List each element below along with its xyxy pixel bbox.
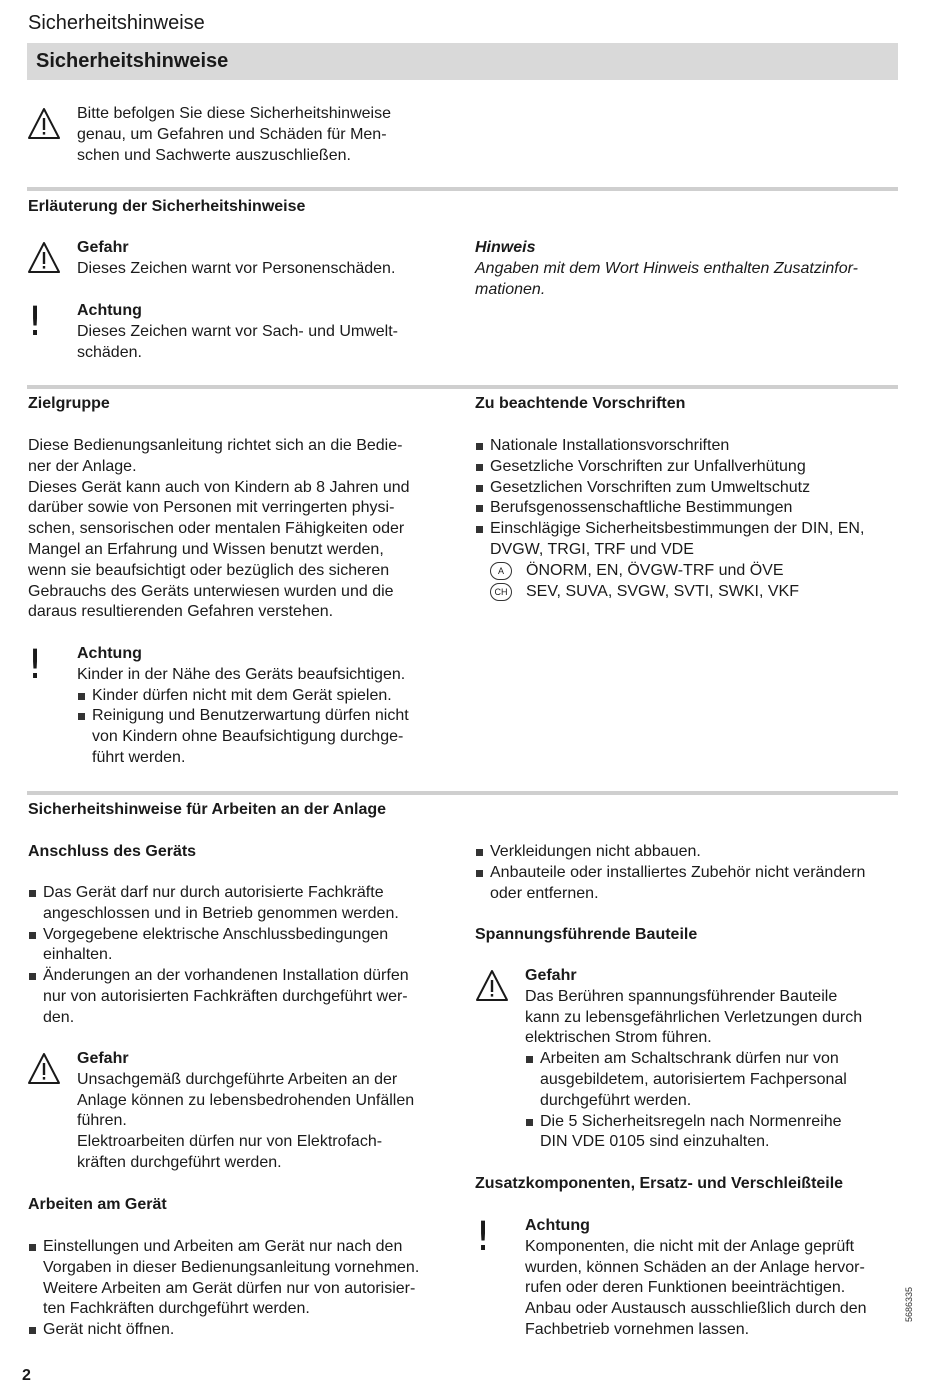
achtung-line: rufen oder deren Funktionen beeinträchtigen.	[525, 1279, 846, 1297]
intro-line: Bitte befolgen Sie diese Sicherheitshinweise	[77, 105, 391, 122]
list-item-line: durchgeführt werden.	[540, 1091, 692, 1109]
zielgruppe-line: darüber sowie von Personen mit verringerten physi-	[28, 499, 395, 517]
country-text: ÖNORM, EN, ÖVGW-TRF und ÖVE	[526, 561, 784, 579]
gefahr-line: kräften durchgeführt werden.	[77, 1153, 282, 1171]
zusatz-heading: Zusatzkomponenten, Ersatz- und Verschleißteile	[475, 1175, 844, 1192]
geraet-list	[28, 1237, 458, 1341]
achtung-title: Achtung	[525, 1217, 590, 1234]
list-item-line: Gerät nicht öffnen.	[43, 1321, 175, 1339]
gefahr-text: Dieses Zeichen warnt vor Personenschäden.	[77, 259, 396, 277]
gefahr-line: Unsachgemäß durchgeführte Arbeiten an der	[77, 1070, 398, 1088]
anschluss-heading: Anschluss des Geräts	[28, 843, 197, 860]
list-item-line: Vorgaben in dieser Bedienungsanleitung vornehmen.	[43, 1258, 420, 1276]
list-item-line: Berufsgenossenschaftliche Bestimmungen	[490, 499, 793, 517]
list-item-line: Einstellungen und Arbeiten am Gerät nur nach den	[43, 1238, 403, 1255]
list-item-line: oder entfernen.	[490, 884, 599, 902]
list-item-line: Vorgegebene elektrische Anschlussbedingungen	[43, 925, 389, 943]
document-id: 5686335	[904, 1286, 914, 1322]
achtung-line: Dieses Zeichen warnt vor Sach- und Umwelt-	[77, 322, 399, 340]
list-item	[28, 966, 458, 1028]
list-item-line: Weitere Arbeiten am Gerät dürfen nur von autorisier-	[43, 1279, 416, 1297]
list-item-line: DIN VDE 0105 sind einzuhalten.	[540, 1133, 770, 1151]
list-item	[475, 863, 900, 905]
list-item-line: Reinigung und Benutzerwartung dürfen nicht	[92, 707, 409, 725]
zielgruppe-achtung	[77, 644, 457, 769]
list-item-line: den.	[43, 1008, 75, 1026]
zielgruppe-line: Mangel an Erfahrung und Wissen benutzt werden,	[28, 540, 384, 558]
gefahr-explanation	[77, 238, 457, 280]
list-item	[475, 457, 900, 478]
list-item	[77, 686, 457, 707]
gefahr-line: kann zu lebensgefährlichen Verletzungen durch	[525, 1008, 863, 1026]
gefahr-line: führen.	[77, 1112, 127, 1130]
list-item	[525, 1049, 900, 1111]
erlaeuterung-heading: Erläuterung der Sicherheitshinweise	[28, 198, 306, 215]
list-item	[475, 478, 900, 499]
list-item-line: Gesetzliche Vorschriften zur Unfallverhütung	[490, 457, 806, 475]
warning-triangle-icon	[475, 969, 509, 1003]
zusatz-achtung	[525, 1216, 900, 1341]
vorschriften-list	[475, 436, 900, 602]
list-item	[28, 1237, 458, 1320]
gefahr-line: elektrischen Strom führen.	[525, 1029, 712, 1047]
section-divider	[27, 791, 898, 795]
list-item-line: angeschlossen und in Betrieb genommen werden.	[43, 904, 399, 922]
list-item-line: ten Fachkräften durchgeführt werden.	[43, 1300, 310, 1318]
achtung-explanation	[77, 301, 457, 363]
page-number: 2	[22, 1367, 31, 1384]
gefahr-line: Elektroarbeiten dürfen nur von Elektrofach-	[77, 1133, 383, 1151]
gefahr-title: Gefahr	[77, 1050, 129, 1067]
achtung-line: Fachbetrieb vornehmen lassen.	[525, 1320, 750, 1338]
country-item	[490, 582, 900, 603]
achtung-line: schäden.	[77, 343, 142, 361]
vorschriften-heading: Zu beachtende Vorschriften	[475, 395, 686, 412]
gefahr-line: Anlage können zu lebensbedrohenden Unfällen	[77, 1091, 415, 1109]
anschluss-gefahr	[77, 1049, 457, 1174]
section-divider	[27, 385, 898, 389]
achtung-line: Komponenten, die nicht mit der Anlage geprüft	[525, 1237, 855, 1255]
exclamation-icon: !	[26, 299, 44, 345]
achtung-line: wurden, können Schäden an der Anlage hervor-	[525, 1258, 865, 1276]
zielgruppe-heading: Zielgruppe	[28, 395, 110, 412]
list-item-line: DVGW, TRGI, TRF und VDE	[490, 540, 694, 558]
list-item-line: Arbeiten am Schaltschrank dürfen nur von	[540, 1050, 839, 1068]
list-item-line: Verkleidungen nicht abbauen.	[490, 843, 701, 860]
intro-text	[77, 104, 457, 166]
anschluss-list	[28, 883, 458, 1029]
zielgruppe-line: Diese Bedienungsanleitung richtet sich an die Bedie-	[28, 437, 403, 454]
achtung-title: Achtung	[77, 302, 142, 319]
list-item-line: Einschlägige Sicherheitsbestimmungen der DIN, EN,	[490, 520, 865, 538]
page-header: Sicherheitshinweise	[28, 12, 205, 34]
hinweis-line: Angaben mit dem Wort Hinweis enthalten Zusatzinfor-	[475, 259, 858, 277]
country-badge-ch: CH	[490, 583, 512, 601]
spannung-gefahr	[525, 966, 900, 1153]
list-item	[475, 436, 900, 457]
list-item-line: Das Gerät darf nur durch autorisierte Fachkräfte	[43, 884, 384, 901]
list-item	[525, 1112, 900, 1154]
zielgruppe-line: wenn sie beaufsichtigt oder bezüglich des sicheren	[28, 561, 390, 579]
list-item-line: nur von autorisierten Fachkräften durchgeführt wer-	[43, 987, 408, 1005]
zielgruppe-line: daraus resultierenden Gefahren verstehen.	[28, 603, 334, 621]
list-item-line: führt werden.	[92, 748, 186, 766]
list-item-line: Kinder dürfen nicht mit dem Gerät spielen.	[92, 686, 392, 704]
list-item-line: Nationale Installationsvorschriften	[490, 437, 730, 454]
spannung-heading: Spannungsführende Bauteile	[475, 926, 698, 943]
list-item	[28, 883, 458, 925]
arbeiten-heading: Sicherheitshinweise für Arbeiten an der Anlage	[28, 801, 387, 818]
hinweis-line: mationen.	[475, 280, 546, 298]
verkleidung-list	[475, 842, 900, 904]
intro-line: schen und Sachwerte auszuschließen.	[77, 146, 351, 164]
zielgruppe-line: Dieses Gerät kann auch von Kindern ab 8 Jahren und	[28, 478, 410, 496]
achtung-text: Kinder in der Nähe des Geräts beaufsichtigen.	[77, 665, 406, 683]
warning-triangle-icon	[27, 107, 61, 141]
hinweis-explanation	[475, 238, 898, 300]
zielgruppe-line: ner der Anlage.	[28, 457, 137, 475]
title-bar	[27, 43, 898, 80]
list-item	[28, 925, 458, 967]
country-item	[490, 561, 900, 582]
list-item-line: Anbauteile oder installiertes Zubehör nicht verändern	[490, 863, 866, 881]
list-item-line: Die 5 Sicherheitsregeln nach Normenreihe	[540, 1112, 842, 1130]
list-item-line: einhalten.	[43, 946, 113, 964]
country-badge-a: A	[490, 562, 512, 580]
section-divider	[27, 187, 898, 191]
list-item	[475, 842, 900, 863]
zielgruppe-text	[28, 436, 458, 623]
achtung-line: Anbau oder Austausch ausschließlich durch den	[525, 1300, 867, 1318]
warning-triangle-icon	[27, 1052, 61, 1086]
hinweis-title: Hinweis	[475, 239, 536, 256]
geraet-heading: Arbeiten am Gerät	[28, 1196, 167, 1213]
zielgruppe-line: schen, sensorischen oder mentalen Fähigkeiten oder	[28, 520, 405, 538]
gefahr-title: Gefahr	[77, 239, 129, 256]
list-item-line: Gesetzlichen Vorschriften zum Umweltschutz	[490, 478, 811, 496]
list-item-line: von Kindern ohne Beaufsichtigung durchge-	[92, 728, 404, 746]
achtung-title: Achtung	[77, 645, 142, 662]
exclamation-icon: !	[26, 642, 44, 688]
list-item	[28, 1320, 458, 1341]
achtung-bullet-list	[77, 686, 457, 769]
gefahr-line: Das Berühren spannungsführender Bauteile	[525, 987, 838, 1005]
exclamation-icon: !	[474, 1214, 492, 1260]
country-text: SEV, SUVA, SVGW, SVTI, SWKI, VKF	[526, 582, 799, 600]
list-item-line: Änderungen an der vorhandenen Installation dürfen	[43, 967, 409, 985]
list-item-line: ausgebildetem, autorisiertem Fachpersonal	[540, 1070, 847, 1088]
list-item	[475, 519, 900, 561]
intro-line: genau, um Gefahren und Schäden für Men-	[77, 125, 387, 143]
list-item	[475, 498, 900, 519]
page-title: Sicherheitshinweise	[36, 50, 229, 72]
zielgruppe-line: Gebrauchs des Geräts unterwiesen wurden und die	[28, 582, 394, 600]
gefahr-title: Gefahr	[525, 967, 577, 984]
warning-triangle-icon	[27, 241, 61, 275]
list-item	[77, 706, 457, 768]
